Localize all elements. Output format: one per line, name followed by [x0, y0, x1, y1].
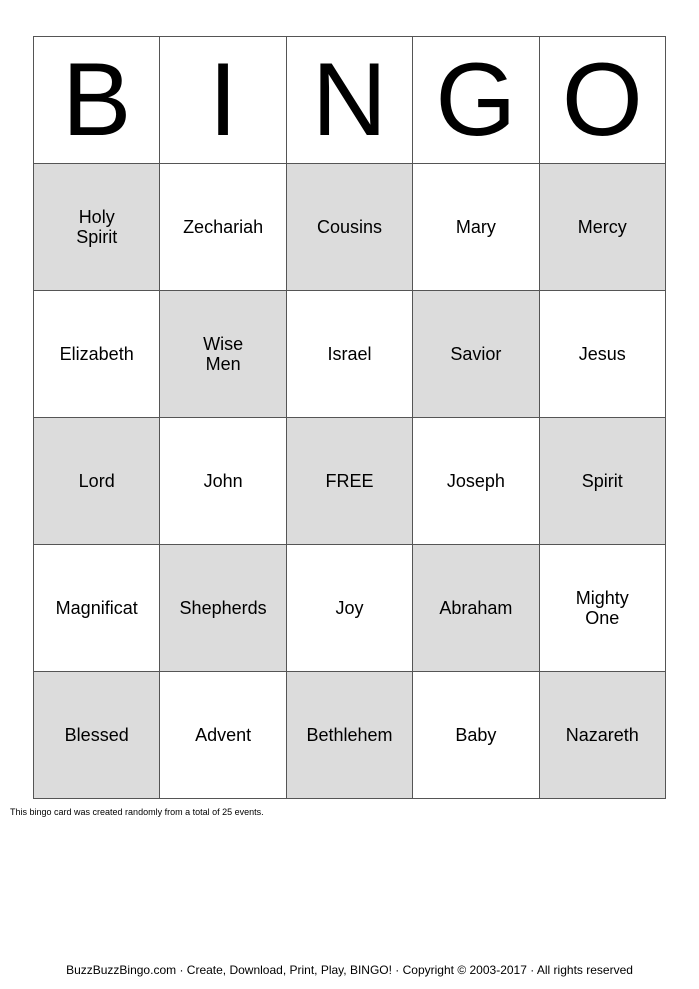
- header-letter-b: B: [34, 37, 160, 164]
- header-letter-g: G: [413, 37, 539, 164]
- bingo-header-row: [34, 37, 666, 164]
- bingo-square: Israel: [286, 291, 412, 418]
- bingo-square: Cousins: [286, 164, 412, 291]
- bingo-square: Nazareth: [539, 672, 665, 799]
- bingo-row-3: [34, 418, 666, 545]
- bingo-square: Blessed: [34, 672, 160, 799]
- bingo-square: John: [160, 418, 286, 545]
- bingo-square: Elizabeth: [34, 291, 160, 418]
- bingo-square: Zechariah: [160, 164, 286, 291]
- generation-note: This bingo card was created randomly from a total of 25 events.: [10, 807, 264, 817]
- header-letter-i: I: [160, 37, 286, 164]
- bingo-square: Advent: [160, 672, 286, 799]
- bingo-square: Joy: [286, 545, 412, 672]
- bingo-square: Abraham: [413, 545, 539, 672]
- bingo-row-1: [34, 164, 666, 291]
- bingo-square: Shepherds: [160, 545, 286, 672]
- bingo-square: Lord: [34, 418, 160, 545]
- header-letter-o: O: [539, 37, 665, 164]
- bingo-square: Holy Spirit: [34, 164, 160, 291]
- bingo-square: Mary: [413, 164, 539, 291]
- bingo-square: Magnificat: [34, 545, 160, 672]
- bingo-square: Bethlehem: [286, 672, 412, 799]
- bingo-row-4: [34, 545, 666, 672]
- bingo-square: Joseph: [413, 418, 539, 545]
- bingo-card: [33, 36, 666, 799]
- footer-copyright: BuzzBuzzBingo.com · Create, Download, Print, Play, BINGO! · Copyright © 2003-2017 · All rights reserved: [66, 963, 633, 977]
- bingo-square: Savior: [413, 291, 539, 418]
- bingo-square: Jesus: [539, 291, 665, 418]
- bingo-square: Baby: [413, 672, 539, 799]
- header-letter-n: N: [286, 37, 412, 164]
- bingo-square: Wise Men: [160, 291, 286, 418]
- bingo-row-5: [34, 672, 666, 799]
- bingo-square: Spirit: [539, 418, 665, 545]
- free-square: FREE: [286, 418, 412, 545]
- bingo-row-2: [34, 291, 666, 418]
- bingo-square: Mighty One: [539, 545, 665, 672]
- bingo-square: Mercy: [539, 164, 665, 291]
